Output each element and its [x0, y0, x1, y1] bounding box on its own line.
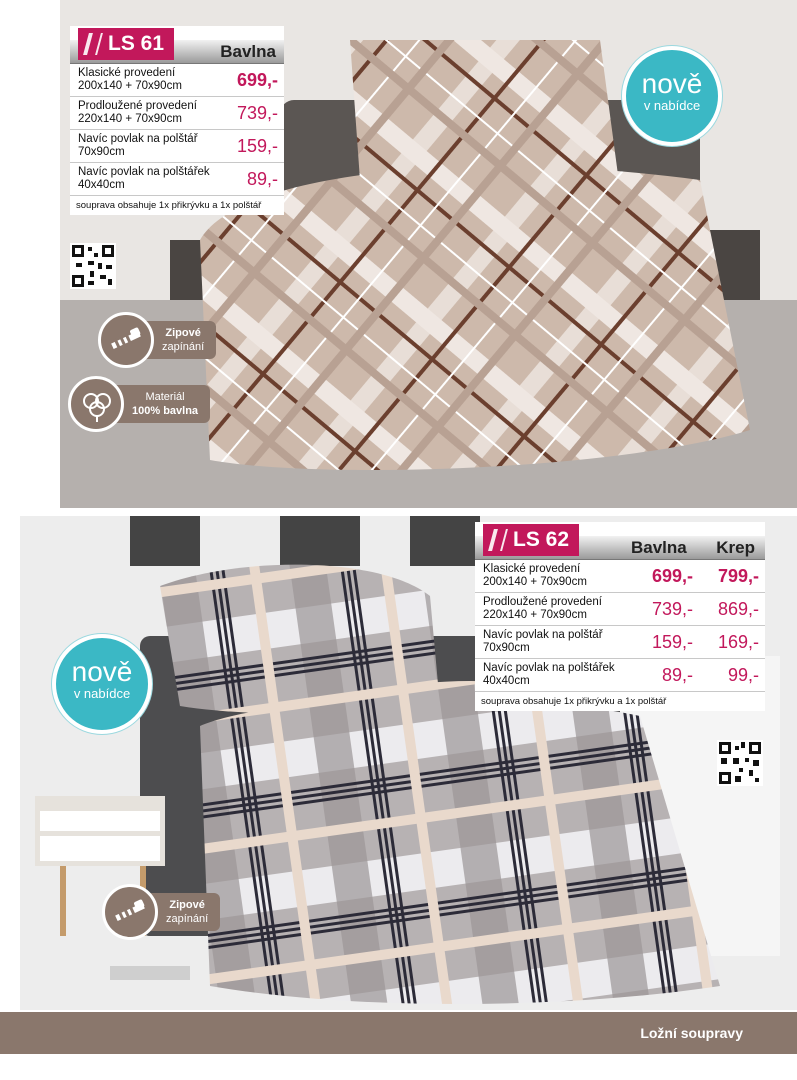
- row-description: [78, 67, 237, 93]
- row-label: Prodloužené provedení: [78, 100, 197, 112]
- row-size: 220x140 + 70x90cm: [78, 113, 182, 125]
- table-row: [475, 560, 765, 593]
- price-table-ls61: [70, 26, 284, 215]
- row-label: Navíc povlak na polštářek: [78, 166, 210, 178]
- table-row: [475, 626, 765, 659]
- row-size: 220x140 + 70x90cm: [483, 609, 587, 621]
- price-bavlna: 739,-: [236, 102, 278, 123]
- row-description: [483, 596, 627, 622]
- feature-zipper: [102, 884, 220, 940]
- table-row: [70, 163, 284, 196]
- badge-line1: nově: [71, 656, 133, 687]
- row-size: 200x140 + 70x90cm: [483, 576, 587, 588]
- new-product-badge: [622, 46, 722, 146]
- row-label: Klasické provedení: [483, 563, 581, 575]
- price-bavlna: 159,-: [236, 135, 278, 156]
- new-product-badge: [52, 634, 152, 734]
- product-code: LS 61: [108, 32, 165, 55]
- price-bavlna: 89,-: [246, 168, 278, 189]
- row-label: Navíc povlak na polštář: [483, 629, 603, 641]
- row-size: 200x140 + 70x90cm: [78, 80, 182, 92]
- price-bavlna: 89,-: [661, 664, 693, 685]
- qr-code-icon[interactable]: [70, 243, 116, 289]
- feature-line2: 100% bavlna: [132, 405, 199, 417]
- feature-line1: Zipové: [165, 327, 201, 339]
- price-bavlna: 699,-: [236, 69, 278, 90]
- table-row: [475, 659, 765, 692]
- feature-material: [68, 376, 210, 432]
- feature-line2: zapínání: [162, 341, 205, 353]
- price-krep: 799,-: [717, 565, 759, 586]
- column-header-bavlna: Bavlna: [220, 42, 276, 61]
- table-row: [70, 130, 284, 163]
- table-row: [70, 97, 284, 130]
- price-krep: 869,-: [717, 598, 759, 619]
- row-size: 70x90cm: [78, 146, 125, 158]
- price-krep: 169,-: [717, 631, 759, 652]
- feature-zipper: [98, 312, 216, 368]
- price-table-header: [475, 522, 765, 560]
- zipper-icon: [98, 312, 154, 368]
- product-code-badge: [483, 524, 579, 556]
- set-contents-note: souprava obsahuje 1x přikrývku a 1x polštář: [481, 696, 667, 707]
- row-size: 70x90cm: [483, 642, 530, 654]
- brand-mark-icon: [488, 529, 508, 551]
- price-krep: 99,-: [727, 664, 759, 685]
- price-table-header: [70, 26, 284, 64]
- cotton-icon: [68, 376, 124, 432]
- row-label: Prodloužené provedení: [483, 596, 602, 608]
- row-description: [78, 100, 237, 126]
- feature-line2: zapínání: [166, 913, 209, 925]
- row-description: [483, 563, 627, 589]
- price-bavlna: 159,-: [651, 631, 693, 652]
- product-code: LS 62: [513, 528, 570, 551]
- qr-code-icon[interactable]: [717, 740, 763, 786]
- row-description: [483, 629, 627, 655]
- brand-mark-icon: [83, 33, 103, 55]
- price-bavlna: 699,-: [651, 565, 693, 586]
- column-header-bavlna: Bavlna: [631, 538, 687, 557]
- row-label: Navíc povlak na polštář: [78, 133, 198, 145]
- table-row: [475, 593, 765, 626]
- table-row: [70, 64, 284, 97]
- price-table-ls62: [475, 522, 765, 711]
- row-description: [78, 166, 247, 192]
- page-footer: [0, 1012, 797, 1054]
- row-label: Klasické provedení: [78, 67, 176, 79]
- set-contents-note: souprava obsahuje 1x přikrývku a 1x polštář: [76, 200, 262, 211]
- row-description: [483, 662, 627, 688]
- price-bavlna: 739,-: [651, 598, 693, 619]
- row-label: Navíc povlak na polštářek: [483, 662, 615, 674]
- badge-line1: nově: [641, 68, 703, 99]
- badge-line2: v nabídce: [643, 98, 701, 113]
- feature-material-label: [110, 385, 210, 423]
- product-code-badge: [78, 28, 174, 60]
- section-title: Ložní soupravy: [640, 1025, 743, 1041]
- row-size: 40x40cm: [78, 179, 125, 191]
- feature-line1: Zipové: [169, 899, 205, 911]
- feature-line1: Materiál: [145, 391, 185, 403]
- zipper-icon: [102, 884, 158, 940]
- column-header-krep: Krep: [716, 538, 755, 557]
- row-description: [78, 133, 237, 159]
- badge-line2: v nabídce: [73, 686, 131, 701]
- row-size: 40x40cm: [483, 675, 530, 687]
